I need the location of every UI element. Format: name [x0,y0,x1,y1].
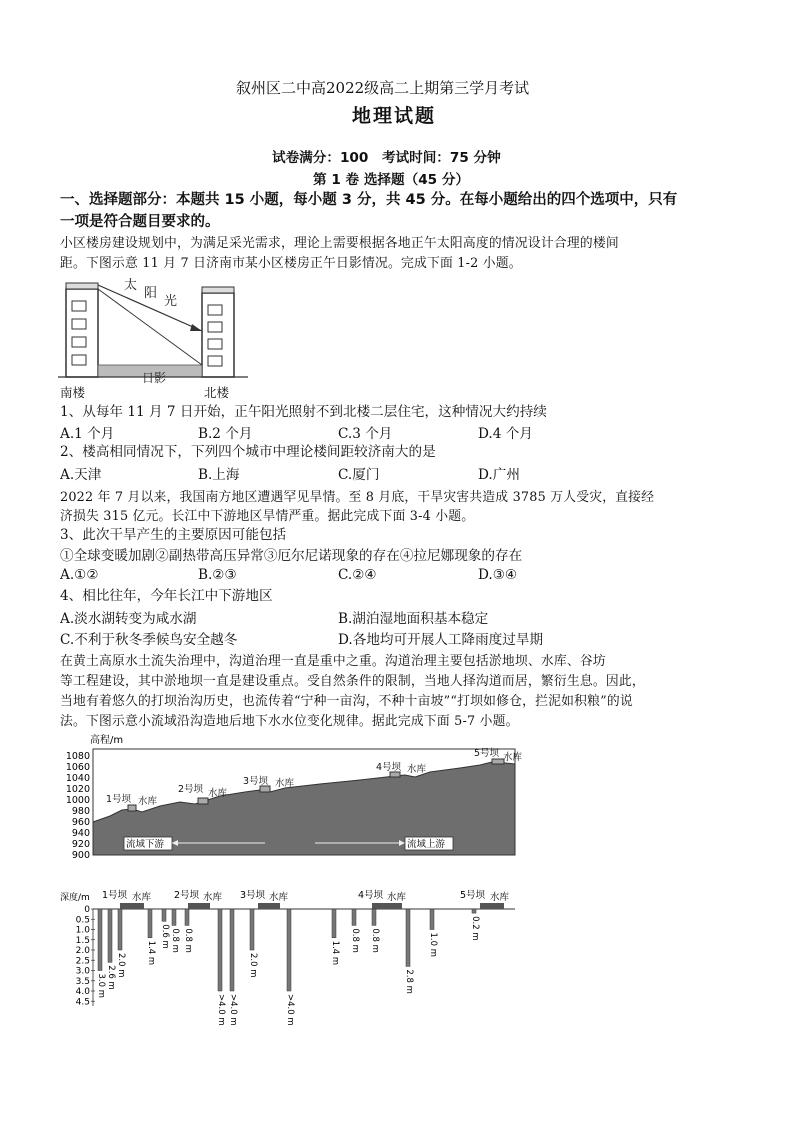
ytick: 1000 [65,795,90,806]
q2-option-d: D.广州 [478,467,520,483]
groundwater-well-bar [185,909,189,925]
q1-option-d: D.4 个月 [478,426,533,442]
groundwater-depth-figure [60,882,520,1026]
groundwater-well-label: 0.8 m [170,928,180,953]
groundwater-well-label: 2.0 m [116,953,126,978]
passage1-line2: 距。下图示意 11 月 7 日济南市某小区楼房正午日影情况。完成下面 1-2 小题。 [60,256,522,271]
section-heading-line2: 一项是符合题目要求的。 [60,214,220,230]
dam-label-1: 1号坝 [106,794,132,805]
passage3-line3: 当地有着悠久的打坝治沟历史，也流传着“宁种一亩沟，不种十亩坡”“打坝如修仓，拦泥如积粮”的说 [60,694,633,709]
reservoir-label-3: 水库 [275,778,295,789]
groundwater-well-bar [332,909,336,938]
groundwater-well-label: 2.6 m [106,965,116,990]
elevation-profile-figure [60,732,523,861]
q4-option-c: C.不利于秋冬季候鸟安全越冬 [60,632,238,648]
north-building-label: 北楼 [204,385,230,400]
q4-option-a: A.淡水湖转变为咸水湖 [60,611,197,627]
depth-dam-label-3: 3号坝 [240,890,266,901]
depth-reservoir-label-2: 水库 [203,892,223,903]
groundwater-well-bar [108,909,112,962]
depth-reservoir-label-4: 水库 [387,892,407,903]
q3-option-d: D.③④ [478,567,518,583]
groundwater-well-label: 0.8 m [370,928,380,953]
depth-dam-label-4: 4号坝 [358,890,384,901]
dam-1-reservoir [120,903,144,909]
groundwater-well-bar [352,909,356,925]
depth-ytick: 4.0 [75,987,90,997]
groundwater-well-bar [98,909,102,971]
shadow-label: 日影 [142,371,167,385]
dam-1 [128,805,136,811]
groundwater-well-label: 0.8 m [183,928,193,953]
dam-2 [198,798,208,804]
depth-ytick: 3.0 [75,966,90,977]
depth-dam-label-2: 2号坝 [174,890,200,901]
sun-label-1: 太 [124,278,138,293]
depth-ytick: 4.5 [75,997,90,1008]
depth-ytick: 2.5 [75,956,90,967]
upstream-label: 流域上游 [407,839,446,850]
groundwater-well-label: >4.0 m [216,994,226,1026]
groundwater-well-label: 2.0 m [248,953,258,978]
groundwater-well-label: 1.4 m [330,940,340,966]
q4-option-d: D.各地均可开展人工降雨度过旱期 [338,632,544,648]
q1-stem: 1、从每年 11 月 7 日开始，正午阳光照射不到北楼二层住宅，这种情况大约持续 [60,404,547,420]
q3-option-a: A.①② [60,567,99,583]
dam-label-5: 5号坝 [474,748,500,759]
q4-stem: 4、相比往年，今年长江中下游地区 [60,588,273,604]
ytick: 1040 [65,773,90,784]
school-title: 叙州区二中高2022级高二上期第三学月考试 [236,79,530,97]
ytick: 1080 [65,751,90,762]
q3-option-c: C.②④ [338,567,377,583]
depth-ytick: 3.5 [75,976,90,987]
groundwater-well-label: 3.0 m [96,973,106,998]
passage3-line4: 法。下图示意小流域沿沟造地后地下水水位变化规律。据此完成下面 5-7 小题。 [60,714,519,729]
groundwater-well-label: 1.0 m [428,932,438,957]
depth-ytick: 1.5 [75,935,90,946]
passage1-line1: 小区楼房建设规划中，为满足采光需求，理论上需要根据各地正午太阳高度的情况设计合理的楼间 [60,236,619,251]
depth-ytick: 0.5 [75,915,90,926]
passage2-line2: 济损失 315 亿元。长江中下游地区旱情严重。据此完成下面 3-4 小题。 [60,509,475,524]
q1-option-a: A.1 个月 [60,426,115,442]
groundwater-well-label: 0.8 m [350,928,360,953]
section-heading-line1: 一、选择题部分：本题共 15 小题，每小题 3 分，共 45 分。在每小题给出的四个选项中，只有 [60,192,678,208]
q1-option-c: C.3 个月 [338,426,393,442]
dam-label-3: 3号坝 [243,776,269,787]
elevation-ylabel: 高程/m [90,735,124,746]
groundwater-well-label: 0.2 m [470,916,480,941]
q3-stem: 3、此次干旱产生的主要原因可能包括 [60,527,287,543]
dam-label-4: 4号坝 [376,762,402,773]
groundwater-well-label: 0.6 m [160,924,170,949]
ytick: 1020 [65,784,90,795]
groundwater-well-bar [230,909,234,991]
depth-reservoir-label-5: 水库 [490,892,510,903]
depth-reservoir-label-1: 水库 [132,892,152,903]
groundwater-well-label: >4.0 m [285,994,295,1026]
q1-option-b: B.2 个月 [198,426,253,442]
groundwater-well-bar [172,909,176,925]
depth-ytick: 0 [84,905,90,915]
dam-4-reservoir [372,903,402,909]
q3-causes: ①全球变暖加剧②副热带高压异常③厄尔尼诺现象的存在④拉尼娜现象的存在 [60,548,523,564]
q4-option-b: B.湖泊湿地面积基本稳定 [338,611,489,627]
exam-meta: 试卷满分：100 考试时间：75 分钟 [272,150,501,166]
groundwater-well-bar [472,909,476,913]
depth-ytick: 1.0 [75,925,90,936]
q3-option-b: B.②③ [198,567,237,583]
dam-3-reservoir [258,903,280,909]
groundwater-well-bar [406,909,410,966]
dam-2-reservoir [188,903,210,909]
volume-title: 第 1 卷 选择题（45 分） [313,172,470,188]
groundwater-well-label: 1.4 m [146,940,156,966]
passage3-line1: 在黄土高原水土流失治理中，沟道治理一直是重中之重。沟道治理主要包括淤地坝、水库、谷坊 [60,654,606,669]
groundwater-well-label: 2.8 m [404,969,414,994]
subject-title: 地理试题 [352,105,437,127]
groundwater-well-bar [148,909,152,938]
q2-stem: 2、楼高相同情况下，下列四个城市中理论楼间距较济南大的是 [60,444,436,460]
groundwater-well-bar [162,909,166,921]
sun-label-2: 阳 [144,286,158,301]
depth-dam-label-5: 5号坝 [460,890,486,901]
reservoir-label-1: 水库 [138,796,158,807]
ytick: 900 [71,850,90,861]
depth-dam-label-1: 1号坝 [102,890,128,901]
groundwater-well-bar [430,909,434,930]
ytick: 920 [71,839,90,850]
downstream-label: 流域下游 [126,839,165,850]
depth-ytick: 2.0 [75,946,90,956]
ytick: 940 [71,828,90,839]
groundwater-well-bar [287,909,291,991]
depth-ylabel: 深度/m [60,893,90,903]
depth-reservoir-label-3: 水库 [269,892,289,903]
south-building-label: 南楼 [60,385,86,400]
ytick: 980 [71,806,90,817]
groundwater-well-bar [118,909,122,950]
groundwater-well-bar [372,909,376,925]
groundwater-well-bar [250,909,254,950]
dam-label-2: 2号坝 [178,784,204,795]
reservoir-label-2: 水库 [208,788,228,799]
passage3-line2: 等工程建设，其中淤地坝一直是建设重点。受自然条件的限制，当地人择沟道而居，繁衍生息。因此， [60,674,645,689]
sun-label-3: 光 [164,294,178,309]
groundwater-well-bar [218,909,222,991]
q2-option-a: A.天津 [60,467,102,483]
reservoir-label-5: 水库 [503,752,523,763]
groundwater-well-label: >4.0 m [228,994,238,1026]
reservoir-label-4: 水库 [407,764,427,775]
ytick: 960 [71,817,90,828]
passage2-line1: 2022 年 7 月以来，我国南方地区遭遇罕见旱情。至 8 月底，干旱灾害共造成 3785 万人受灾，直接经 [60,490,655,505]
dam-5-reservoir [480,903,504,909]
q2-option-b: B.上海 [198,467,240,483]
ytick: 1060 [65,762,90,773]
building-shadow-figure [58,275,258,403]
q2-option-c: C.厦门 [338,467,380,483]
